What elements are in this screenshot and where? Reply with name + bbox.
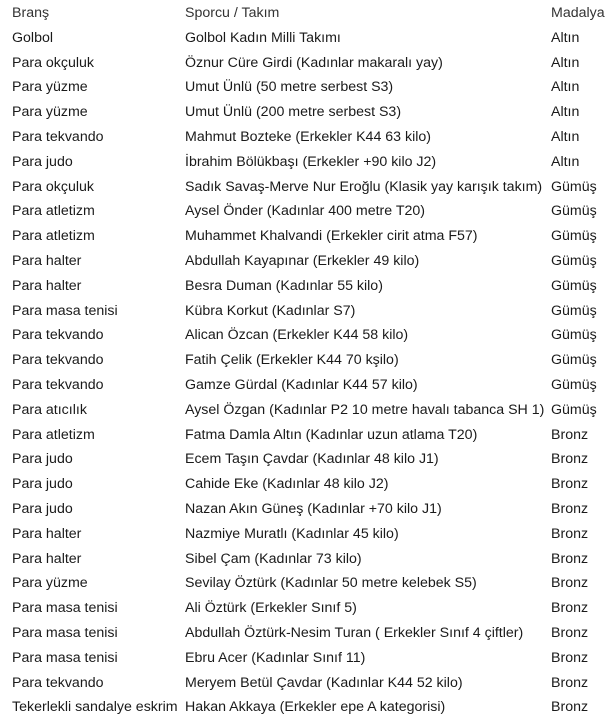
table-row <box>0 224 615 249</box>
cell-sporcu: Abdullah Öztürk-Nesim Turan ( Erkekler Sınıf 4 çiftler) <box>185 624 524 641</box>
cell-brans: Para halter <box>12 252 82 269</box>
cell-sporcu: Sibel Çam (Kadınlar 73 kilo) <box>185 550 362 567</box>
cell-sporcu: Hakan Akkaya (Erkekler epe A kategorisi) <box>185 699 446 716</box>
cell-madalya: Gümüş <box>551 203 597 220</box>
cell-sporcu: Umut Ünlü (50 metre serbest S3) <box>185 79 394 96</box>
header-brans: Branş <box>12 5 50 21</box>
cell-madalya: Bronz <box>551 624 589 641</box>
cell-sporcu: Sevilay Öztürk (Kadınlar 50 metre kelebek S5) <box>185 575 477 592</box>
table-row <box>0 472 615 497</box>
cell-madalya: Bronz <box>551 649 589 666</box>
cell-madalya: Altın <box>551 104 580 121</box>
cell-sporcu: Golbol Kadın Milli Takımı <box>185 29 341 46</box>
cell-brans: Para halter <box>12 277 82 294</box>
cell-madalya: Altın <box>551 29 580 46</box>
cell-sporcu: Nazan Akın Güneş (Kadınlar +70 kilo J1) <box>185 500 442 517</box>
cell-sporcu: Cahide Eke (Kadınlar 48 kilo J2) <box>185 476 389 493</box>
cell-madalya: Bronz <box>551 575 589 592</box>
cell-madalya: Bronz <box>551 699 589 716</box>
cell-madalya: Bronz <box>551 525 589 542</box>
table-row <box>0 596 615 621</box>
cell-madalya: Bronz <box>551 550 589 567</box>
cell-sporcu: Alican Özcan (Erkekler K44 58 kilo) <box>185 327 409 344</box>
cell-brans: Para atıcılık <box>12 401 87 418</box>
cell-madalya: Gümüş <box>551 178 597 195</box>
table-row <box>0 522 615 547</box>
table-row <box>0 100 615 125</box>
cell-brans: Para tekvando <box>12 352 104 369</box>
table-row <box>0 398 615 423</box>
cell-brans: Para atletizm <box>12 228 95 245</box>
table-row <box>0 51 615 76</box>
cell-sporcu: Nazmiye Muratlı (Kadınlar 45 kilo) <box>185 525 399 542</box>
cell-brans: Para judo <box>12 451 73 468</box>
cell-sporcu: Gamze Gürdal (Kadınlar K44 57 kilo) <box>185 376 418 393</box>
cell-brans: Para judo <box>12 476 73 493</box>
cell-brans: Para halter <box>12 550 82 567</box>
cell-sporcu: Öznur Cüre Girdi (Kadınlar makaralı yay) <box>185 54 443 71</box>
cell-sporcu: Muhammet Khalvandi (Erkekler cirit atma F57) <box>185 228 478 245</box>
cell-brans: Para tekvando <box>12 376 104 393</box>
cell-brans: Para atletizm <box>12 203 95 220</box>
cell-brans: Para tekvando <box>12 674 104 691</box>
cell-brans: Para atletizm <box>12 426 95 443</box>
table-row <box>0 249 615 274</box>
table-row <box>0 175 615 200</box>
table-row <box>0 497 615 522</box>
table-row <box>0 671 615 696</box>
cell-madalya: Gümüş <box>551 401 597 418</box>
cell-madalya: Gümüş <box>551 376 597 393</box>
table-row <box>0 125 615 150</box>
cell-madalya: Gümüş <box>551 252 597 269</box>
cell-brans: Para yüzme <box>12 575 88 592</box>
table-row <box>0 447 615 472</box>
cell-brans: Para yüzme <box>12 79 88 96</box>
cell-madalya: Bronz <box>551 500 589 517</box>
cell-brans: Para okçuluk <box>12 178 95 195</box>
cell-madalya: Bronz <box>551 476 589 493</box>
cell-sporcu: Fatma Damla Altın (Kadınlar uzun atlama T20) <box>185 426 478 443</box>
cell-madalya: Altın <box>551 153 580 170</box>
cell-brans: Para masa tenisi <box>12 302 118 319</box>
cell-madalya: Altın <box>551 79 580 96</box>
cell-sporcu: Fatih Çelik (Erkekler K44 70 kşilo) <box>185 352 399 369</box>
table-row <box>0 547 615 572</box>
table-row <box>0 199 615 224</box>
header-sporcu: Sporcu / Takım <box>185 5 280 21</box>
cell-madalya: Altın <box>551 128 580 145</box>
table-row <box>0 646 615 671</box>
cell-brans: Para masa tenisi <box>12 649 118 666</box>
cell-madalya: Bronz <box>551 426 589 443</box>
cell-madalya: Gümüş <box>551 302 597 319</box>
cell-brans: Para judo <box>12 500 73 517</box>
cell-sporcu: Sadık Savaş-Merve Nur Eroğlu (Klasik yay karışık takım) <box>185 178 543 195</box>
cell-madalya: Bronz <box>551 600 589 617</box>
cell-sporcu: Kübra Korkut (Kadınlar S7) <box>185 302 356 319</box>
cell-sporcu: Aysel Özgan (Kadınlar P2 10 metre havalı tabanca SH 1) <box>185 401 545 418</box>
table-header-row <box>0 1 615 26</box>
table-row <box>0 75 615 100</box>
cell-madalya: Gümüş <box>551 352 597 369</box>
table-row <box>0 571 615 596</box>
cell-sporcu: Ecem Taşın Çavdar (Kadınlar 48 kilo J1) <box>185 451 439 468</box>
cell-brans: Para halter <box>12 525 82 542</box>
cell-brans: Para masa tenisi <box>12 600 118 617</box>
cell-brans: Para tekvando <box>12 128 104 145</box>
table-row <box>0 373 615 398</box>
cell-madalya: Altın <box>551 54 580 71</box>
table-row <box>0 323 615 348</box>
cell-madalya: Bronz <box>551 674 589 691</box>
cell-sporcu: Aysel Önder (Kadınlar 400 metre T20) <box>185 203 425 220</box>
table-row <box>0 695 615 720</box>
cell-brans: Para okçuluk <box>12 54 95 71</box>
table-row <box>0 348 615 373</box>
cell-madalya: Bronz <box>551 451 589 468</box>
cell-madalya: Gümüş <box>551 277 597 294</box>
table-row <box>0 423 615 448</box>
cell-sporcu: İbrahim Bölükbaşı (Erkekler +90 kilo J2) <box>185 153 437 170</box>
header-madalya: Madalya <box>551 5 605 21</box>
cell-sporcu: Meryem Betül Çavdar (Kadınlar K44 52 kilo) <box>185 674 463 691</box>
cell-brans: Golbol <box>12 29 54 46</box>
cell-madalya: Gümüş <box>551 327 597 344</box>
table-row <box>0 150 615 175</box>
cell-sporcu: Besra Duman (Kadınlar 55 kilo) <box>185 277 383 294</box>
cell-sporcu: Abdullah Kayapınar (Erkekler 49 kilo) <box>185 252 420 269</box>
cell-brans: Para tekvando <box>12 327 104 344</box>
cell-brans: Para yüzme <box>12 104 88 121</box>
cell-sporcu: Umut Ünlü (200 metre serbest S3) <box>185 104 402 121</box>
cell-sporcu: Ali Öztürk (Erkekler Sınıf 5) <box>185 600 357 617</box>
cell-sporcu: Ebru Acer (Kadınlar Sınıf 11) <box>185 649 366 666</box>
table-row <box>0 274 615 299</box>
table-row <box>0 26 615 51</box>
table-row <box>0 299 615 324</box>
cell-sporcu: Mahmut Bozteke (Erkekler K44 63 kilo) <box>185 128 432 145</box>
cell-madalya: Gümüş <box>551 228 597 245</box>
table-row <box>0 621 615 646</box>
cell-brans: Para masa tenisi <box>12 624 118 641</box>
cell-brans: Tekerlekli sandalye eskrim <box>12 699 178 716</box>
cell-brans: Para judo <box>12 153 73 170</box>
